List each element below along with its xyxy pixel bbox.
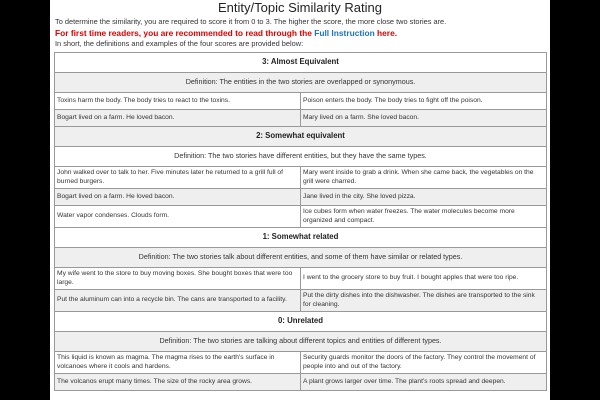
full-instruction-link[interactable]: Full Instruction xyxy=(314,28,375,38)
example-left: Toxins harm the body. The body tries to react to the toxins. xyxy=(55,93,301,110)
example-left: Bogart lived on a farm. He loved bacon. xyxy=(55,189,301,206)
score-definitions-table xyxy=(54,52,547,391)
table-row xyxy=(55,374,547,391)
table-row xyxy=(55,189,547,206)
example-left: Water vapor condenses. Clouds form. xyxy=(55,206,301,228)
example-left: Bogart lived on a farm. He loved bacon. xyxy=(55,110,301,127)
example-right: Put the dirty dishes into the dishwasher. The dishes are transported to the sink for cleaning. xyxy=(301,290,547,312)
example-left: John walked over to talk to her. Five minutes later he returned to a grill full of burned burgers. xyxy=(55,167,301,189)
section-definition: Definition: The two stories are talking about different topics and entities of different types. xyxy=(55,332,547,352)
table-row xyxy=(55,268,547,290)
table-row xyxy=(55,206,547,228)
notice-suffix: here. xyxy=(374,28,398,38)
section-heading: 1: Somewhat related xyxy=(55,228,547,248)
example-right: A plant grows larger over time. The plant's roots spread and deepen. xyxy=(301,374,547,391)
first-time-notice xyxy=(55,27,550,39)
example-left: This liquid is known as magma. The magma rises to the earth's surface in volcanoes where it cools and hardens. xyxy=(55,352,301,374)
example-right: Poison enters the body. The body tries to fight off the poison. xyxy=(301,93,547,110)
example-right: Security guards monitor the doors of the factory. They control the movement of people into and out of the factory. xyxy=(301,352,547,374)
section-definition: Definition: The two stories talk about different entities, and some of them have similar or related types. xyxy=(55,248,547,268)
section-heading: 2: Somewhat equivalent xyxy=(55,127,547,147)
example-left: The volcanos erupt many times. The size of the rocky area grows. xyxy=(55,374,301,391)
table-row xyxy=(55,93,547,110)
notice-prefix: For first time readers, you are recommended to read through the xyxy=(55,28,315,38)
section-definition: Definition: The entities in the two stories are overlapped or synonymous. xyxy=(55,73,547,93)
example-left: Put the aluminum can into a recycle bin. The cans are transported to a facility. xyxy=(55,290,301,312)
example-right: Mary lived on a farm. She loved bacon. xyxy=(301,110,547,127)
short-note: In short, the definitions and examples of the four scores are provided below: xyxy=(55,39,304,48)
example-left: My wife went to the store to buy moving boxes. She bought boxes that were too large. xyxy=(55,268,301,290)
table-row xyxy=(55,110,547,127)
intro-text: To determine the similarity, you are required to score it from 0 to 3. The higher the score, the more close two stories are. xyxy=(55,17,447,26)
table-row xyxy=(55,352,547,374)
example-right: Jane lived in the city. She loved pizza. xyxy=(301,189,547,206)
instruction-page xyxy=(50,0,550,400)
example-right: Ice cubes form when water freezes. The water molecules become more organized and compact. xyxy=(301,206,547,228)
table-row xyxy=(55,167,547,189)
example-right: I went to the grocery store to buy fruit. I bought apples that were too ripe. xyxy=(301,268,547,290)
section-heading: 3: Almost Equivalent xyxy=(55,53,547,73)
table-row xyxy=(55,290,547,312)
example-right: Mary went inside to grab a drink. When she came back, the vegetables on the grill were charred. xyxy=(301,167,547,189)
section-definition: Definition: The two stories have different entities, but they have the same types. xyxy=(55,147,547,167)
page-title: Entity/Topic Similarity Rating xyxy=(218,0,382,15)
section-heading: 0: Unrelated xyxy=(55,312,547,332)
